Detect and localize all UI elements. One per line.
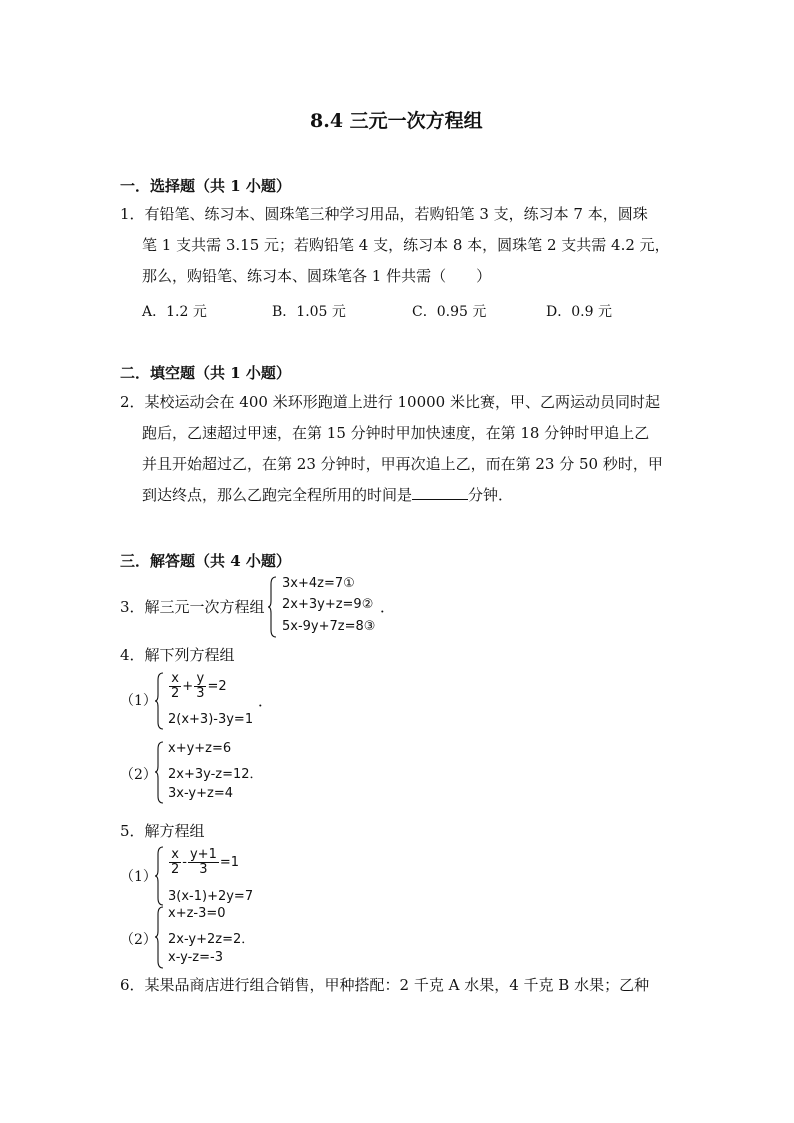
q5-part1-eq1 <box>168 848 239 877</box>
fraction-denominator: 3 <box>199 862 208 877</box>
section-heading-solve: 三．解答题（共 4 小题） <box>120 552 291 570</box>
fraction-numerator: y <box>194 672 206 687</box>
q4-part1-tail: ． <box>258 692 274 710</box>
q3-eq1: 3x+4z=7① <box>282 576 355 591</box>
answer-blank <box>412 483 468 500</box>
fraction <box>169 672 181 701</box>
section-heading-choice: 一．选择题（共 1 小题） <box>120 177 291 195</box>
q5-part2-eq2: 2x-y+2z=2． <box>168 932 255 947</box>
fraction <box>194 672 206 701</box>
fraction-numerator: x <box>169 848 181 863</box>
q4-part2-brace-icon <box>155 741 165 804</box>
equation-rhs: =2 <box>207 679 227 694</box>
q2-line-1: 2．某校运动会在 400 米环形跑道上进行 10000 米比赛，甲、乙两运动员同时起 <box>120 393 660 411</box>
q4-part1-label: （1） <box>120 693 157 709</box>
fraction <box>169 848 181 877</box>
q4-part2-label: （2） <box>120 767 157 783</box>
q1-option-c: C．0.95 元 <box>412 304 487 320</box>
q4-label: 4．解下列方程组 <box>120 646 235 664</box>
section-heading-fill: 二．填空题（共 1 小题） <box>120 364 291 382</box>
page-title: 8.4 三元一次方程组 <box>310 110 483 132</box>
q1-option-b: B．1.05 元 <box>272 304 346 320</box>
q5-part2-brace-icon <box>155 906 165 969</box>
plus-sign: + <box>182 679 194 694</box>
q5-part1-label: （1） <box>120 869 157 885</box>
q5-label: 5．解方程组 <box>120 822 205 840</box>
q3-eq3: 5x-9y+7z=8③ <box>282 619 376 634</box>
q1-option-a: A．1.2 元 <box>142 304 207 320</box>
q2-line-2: 跑后，乙速超过甲速，在第 15 分钟时甲加快速度，在第 18 分钟时甲追上乙 <box>142 424 650 442</box>
q5-part2-eq3: x-y-z=-3 <box>168 950 223 965</box>
q1-line-2: 笔 1 支共需 3.15 元；若购铅笔 4 支，练习本 8 本，圆珠笔 2 支共需 4.2 元， <box>142 236 670 254</box>
q5-part2-eq1: x+z-3=0 <box>168 906 226 921</box>
equation-rhs: =1 <box>219 855 240 870</box>
q2-line-3: 并且开始超过乙，在第 23 分钟时，甲再次追上乙，而在第 23 分 50 秒时，甲 <box>142 455 663 473</box>
q1-line-3: 那么，购铅笔、练习本、圆珠笔各 1 件共需（ ） <box>142 267 492 285</box>
fraction-denominator: 2 <box>171 686 180 701</box>
q5-part1-eq2: 3(x-1)+2y=7 <box>168 889 254 904</box>
fraction-denominator: 2 <box>171 862 180 877</box>
q2-line-4 <box>142 480 513 511</box>
fraction <box>188 848 219 877</box>
q4-part2-eq2: 2x+3y-z=12． <box>168 767 263 782</box>
q4-part2-eq1: x+y+z=6 <box>168 741 232 756</box>
q5-part2-label: （2） <box>120 932 157 948</box>
q4-part1-brace-icon <box>155 672 165 730</box>
fraction-denominator: 3 <box>196 686 205 701</box>
q6-line-1: 6．某果品商店进行组合销售，甲种搭配：2 千克 A 水果，4 千克 B 水果；乙种 <box>120 976 650 994</box>
fraction-numerator: y+1 <box>189 847 217 862</box>
q4-part1-eq2: 2(x+3)-3y=1 <box>168 712 254 727</box>
q1-option-d: D．0.9 元 <box>546 304 612 320</box>
q3-label: 3．解三元一次方程组 <box>120 598 265 616</box>
q1-line-1: 1．有铅笔、练习本、圆珠笔三种学习用品，若购铅笔 3 支，练习本 7 本，圆珠 <box>120 205 648 223</box>
q2-line-4-unit: 分钟． <box>468 486 514 504</box>
q3-tail: ． <box>380 598 396 616</box>
q3-brace-icon <box>268 576 278 638</box>
minus-sign: - <box>182 855 187 870</box>
q5-part1-brace-icon <box>155 846 165 906</box>
q4-part1-eq1 <box>168 672 227 701</box>
q4-part2-eq3: 3x-y+z=4 <box>168 786 233 801</box>
fraction-numerator: x <box>169 672 181 687</box>
q3-eq2: 2x+3y+z=9② <box>282 597 374 612</box>
q2-line-4-text: 到达终点，那么乙跑完全程所用的时间是 <box>142 486 413 504</box>
